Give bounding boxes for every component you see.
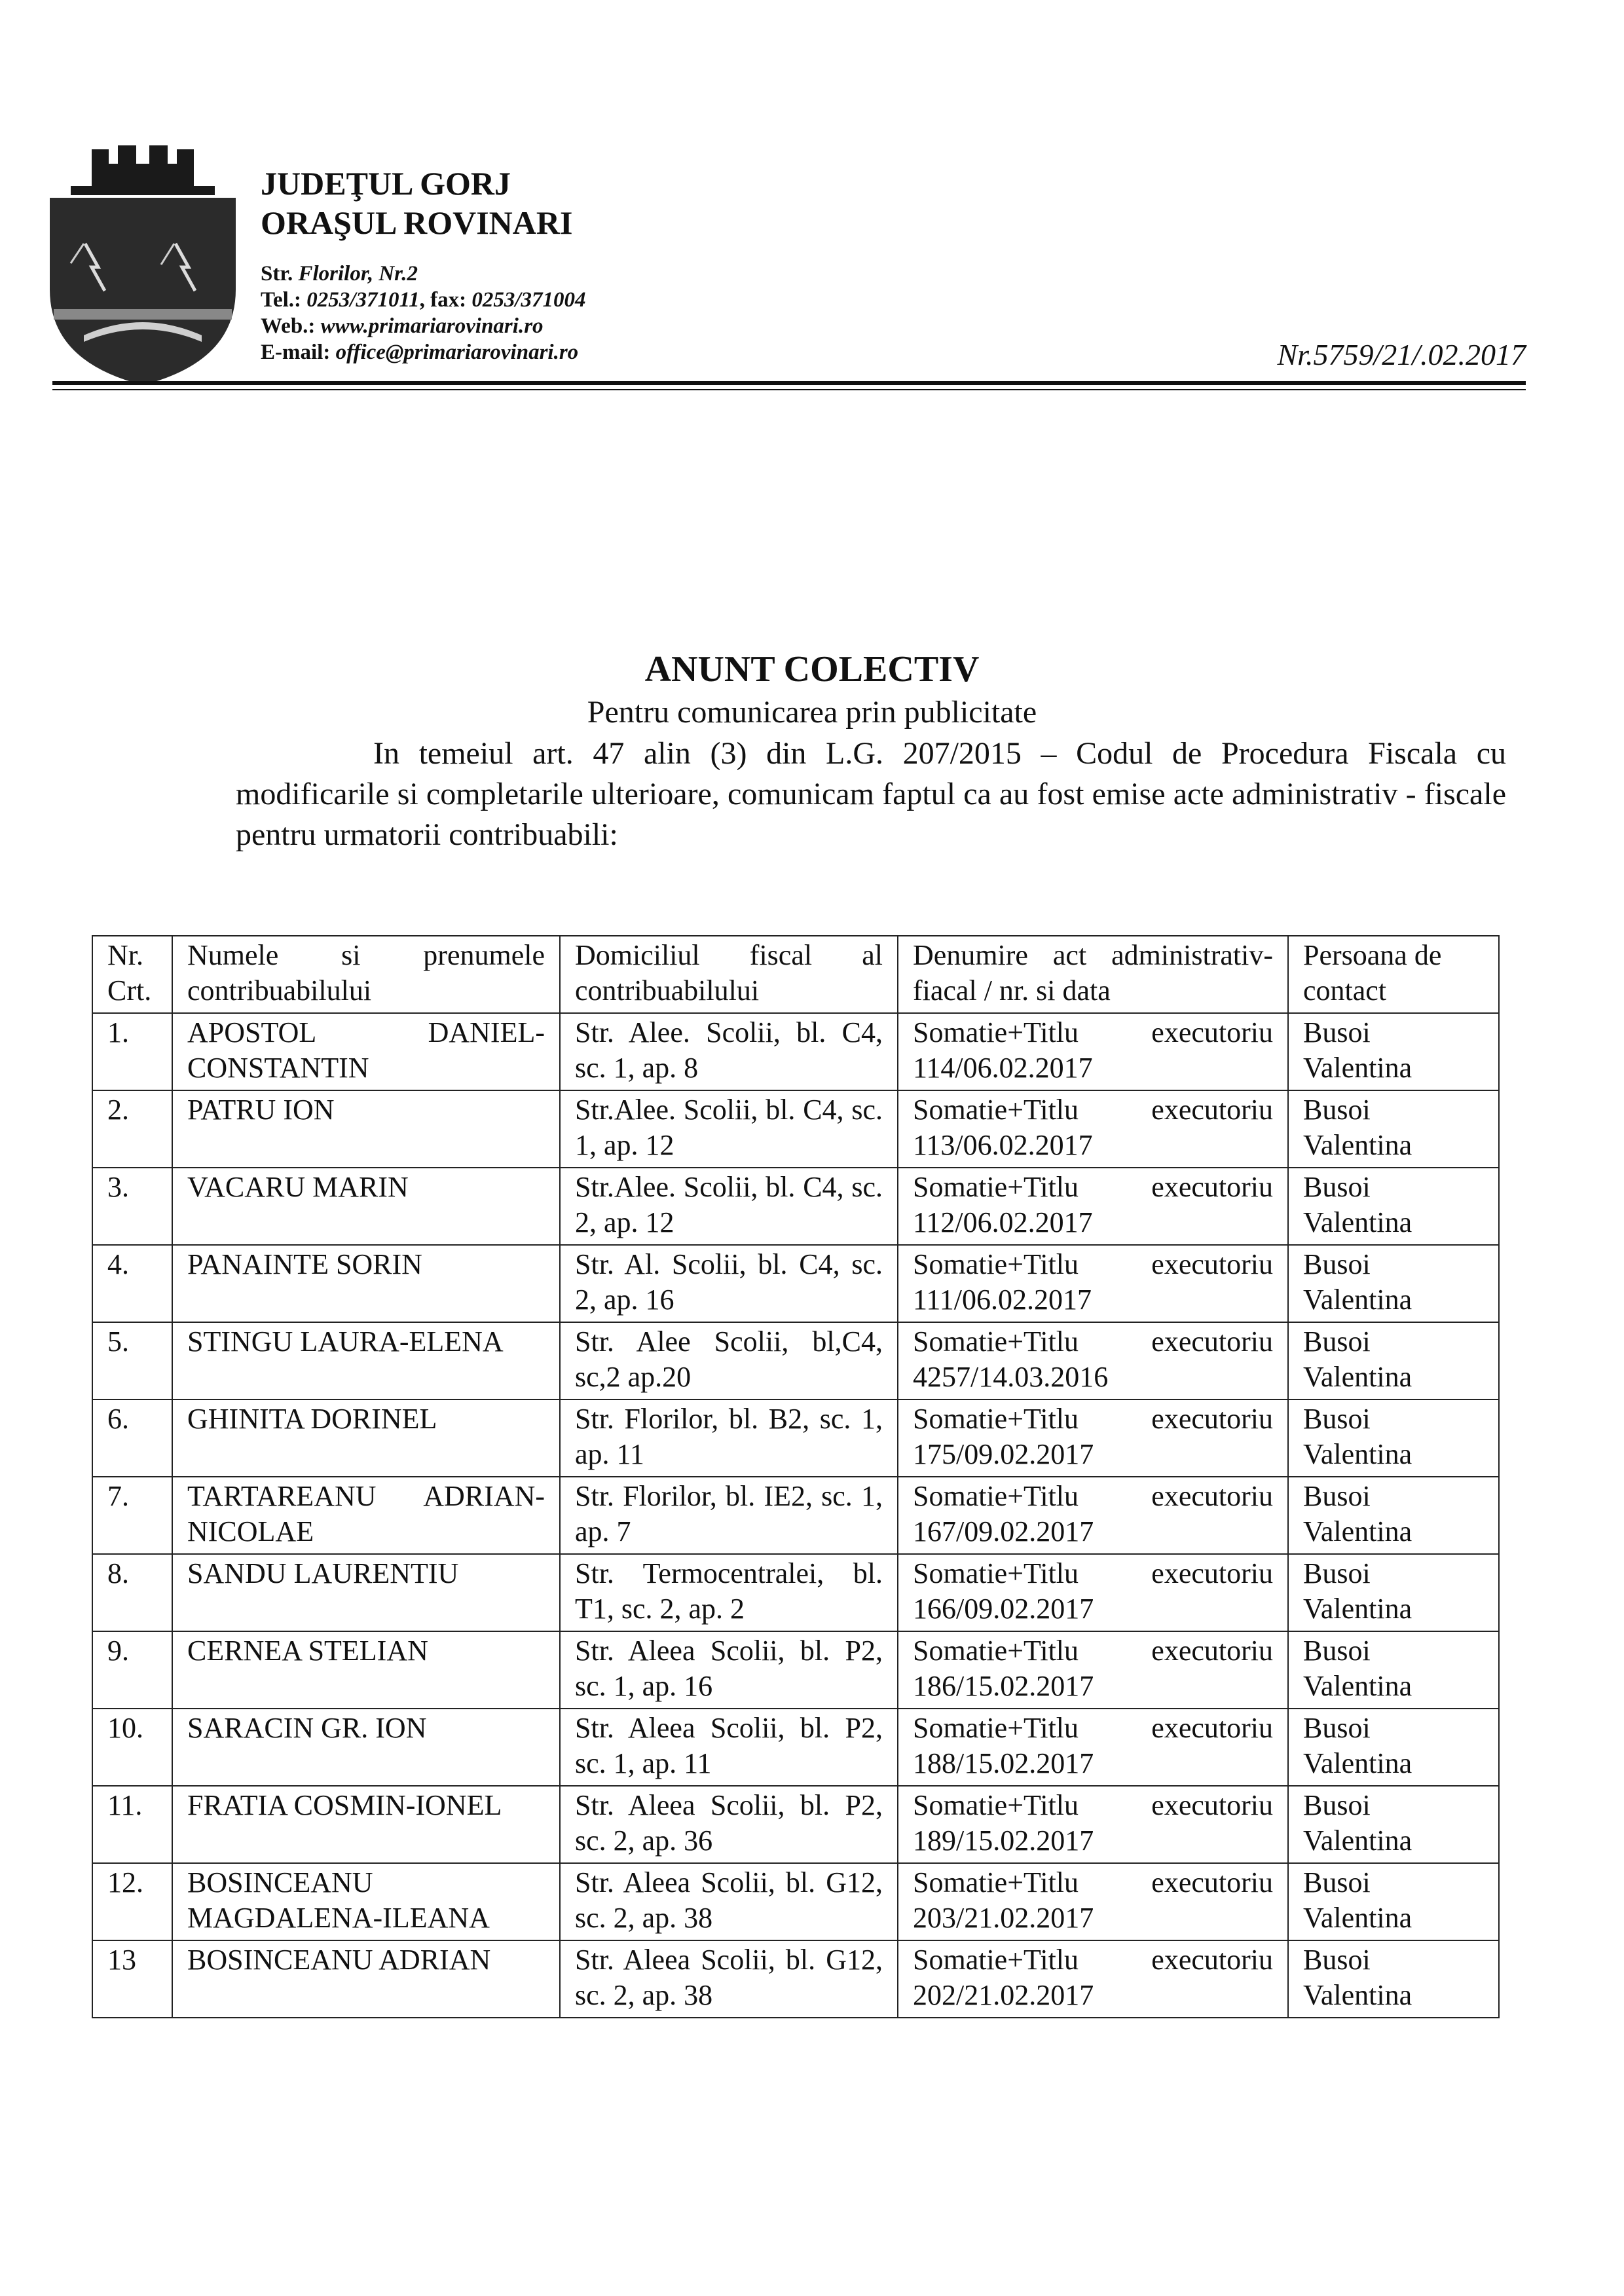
row-nr: 10. — [92, 1709, 172, 1786]
act-word: executoriu — [1151, 1094, 1273, 1126]
web-line — [261, 313, 586, 339]
act-type: Somatie+Titlu — [913, 1866, 1079, 1898]
table-row — [92, 1554, 1499, 1631]
row-address: Str. Florilor, bl. IE2, sc. 1, ap. 7 — [560, 1477, 898, 1554]
act-reference: 4257/14.03.2016 — [913, 1361, 1109, 1393]
tel-value: 0253/371011 — [306, 288, 420, 312]
act-word: executoriu — [1151, 1712, 1273, 1744]
row-address: Str. Termocentralei, bl. T1, sc. 2, ap. 2 — [560, 1554, 898, 1631]
row-act — [898, 1477, 1288, 1554]
act-type: Somatie+Titlu — [913, 1325, 1079, 1358]
act-reference: 111/06.02.2017 — [913, 1284, 1092, 1316]
row-name: VACARU MARIN — [172, 1168, 560, 1245]
row-act — [898, 1168, 1288, 1245]
letterhead — [261, 164, 586, 365]
row-contact: Busoi Valentina — [1288, 1940, 1499, 2018]
act-reference: 113/06.02.2017 — [913, 1129, 1093, 1161]
row-nr: 8. — [92, 1554, 172, 1631]
act-reference: 203/21.02.2017 — [913, 1902, 1094, 1934]
act-word: executoriu — [1151, 1557, 1273, 1589]
fax-label: fax: — [430, 288, 467, 312]
table-row — [92, 1168, 1499, 1245]
table-row — [92, 1786, 1499, 1863]
row-address: Str. Aleea Scolii, bl. P2, sc. 2, ap. 36 — [560, 1786, 898, 1863]
act-reference: 202/21.02.2017 — [913, 1979, 1094, 2011]
street-label: Str. — [261, 262, 293, 286]
row-act — [898, 1245, 1288, 1322]
header-act: Denumire act administrativ-fiacal / nr. si data — [898, 936, 1288, 1013]
announcement-title: ANUNT COLECTIV — [644, 649, 980, 690]
act-word: executoriu — [1151, 1016, 1273, 1048]
table-row — [92, 1245, 1499, 1322]
act-type: Somatie+Titlu — [913, 1712, 1079, 1744]
row-act — [898, 1709, 1288, 1786]
act-type: Somatie+Titlu — [913, 1789, 1079, 1821]
act-type: Somatie+Titlu — [913, 1557, 1079, 1589]
address-line — [261, 261, 586, 287]
row-address: Str. Aleea Scolii, bl. P2, sc. 1, ap. 16 — [560, 1631, 898, 1709]
row-name: BOSINCEANU MAGDALENA-ILEANA — [172, 1863, 560, 1940]
row-address: Str. Alee Scolii, bl,C4, sc,2 ap.20 — [560, 1322, 898, 1399]
table-header-row — [92, 936, 1499, 1013]
row-act — [898, 1013, 1288, 1090]
table-row — [92, 1863, 1499, 1940]
rovinari-coat-of-arms-icon — [45, 145, 241, 388]
act-reference: 167/09.02.2017 — [913, 1515, 1094, 1547]
row-nr: 13 — [92, 1940, 172, 2018]
row-name: PATRU ION — [172, 1090, 560, 1168]
header-divider-thin — [52, 389, 1526, 390]
row-address: Str. Alee. Scolii, bl. C4, sc. 1, ap. 8 — [560, 1013, 898, 1090]
act-word: executoriu — [1151, 1248, 1273, 1280]
email-link[interactable]: office@primariarovinari.ro — [335, 341, 579, 364]
row-contact: Busoi Valentina — [1288, 1322, 1499, 1399]
act-type: Somatie+Titlu — [913, 1480, 1079, 1512]
act-reference: 112/06.02.2017 — [913, 1206, 1093, 1238]
row-address: Str. Aleea Scolii, bl. P2, sc. 1, ap. 11 — [560, 1709, 898, 1786]
act-reference: 166/09.02.2017 — [913, 1593, 1094, 1625]
fax-value: 0253/371004 — [471, 288, 586, 312]
row-act — [898, 1786, 1288, 1863]
row-address: Str.Alee. Scolii, bl. C4, sc. 2, ap. 12 — [560, 1168, 898, 1245]
row-name: STINGU LAURA-ELENA — [172, 1322, 560, 1399]
email-line — [261, 339, 586, 365]
tel-label: Tel.: — [261, 288, 302, 312]
table-row — [92, 1940, 1499, 2018]
row-nr: 9. — [92, 1631, 172, 1709]
act-type: Somatie+Titlu — [913, 1094, 1079, 1126]
row-contact: Busoi Valentina — [1288, 1245, 1499, 1322]
table-row — [92, 1631, 1499, 1709]
row-contact: Busoi Valentina — [1288, 1709, 1499, 1786]
act-type: Somatie+Titlu — [913, 1944, 1079, 1976]
act-word: executoriu — [1151, 1480, 1273, 1512]
act-word: executoriu — [1151, 1403, 1273, 1435]
header-contact: Persoana de contact — [1288, 936, 1499, 1013]
header-name: Numele si prenumele contribuabilului — [172, 936, 560, 1013]
act-type: Somatie+Titlu — [913, 1016, 1079, 1048]
row-contact: Busoi Valentina — [1288, 1477, 1499, 1554]
row-act — [898, 1399, 1288, 1477]
row-act — [898, 1322, 1288, 1399]
table-row — [92, 1013, 1499, 1090]
row-act — [898, 1090, 1288, 1168]
act-reference: 186/15.02.2017 — [913, 1670, 1094, 1702]
act-reference: 175/09.02.2017 — [913, 1438, 1094, 1470]
row-name: SARACIN GR. ION — [172, 1709, 560, 1786]
row-name: SANDU LAURENTIU — [172, 1554, 560, 1631]
table-row — [92, 1709, 1499, 1786]
row-contact: Busoi Valentina — [1288, 1631, 1499, 1709]
phone-line: Tel.: 0253/371011, fax: 0253/371004 — [261, 288, 586, 312]
act-word: executoriu — [1151, 1866, 1273, 1898]
table-row — [92, 1477, 1499, 1554]
row-name: BOSINCEANU ADRIAN — [172, 1940, 560, 2018]
row-address: Str. Florilor, bl. B2, sc. 1, ap. 11 — [560, 1399, 898, 1477]
row-contact: Busoi Valentina — [1288, 1863, 1499, 1940]
web-link[interactable]: www.primariarovinari.ro — [320, 314, 544, 338]
row-act — [898, 1554, 1288, 1631]
row-name: PANAINTE SORIN — [172, 1245, 560, 1322]
contributors-table — [92, 935, 1500, 2018]
row-address: Str. Aleea Scolii, bl. G12, sc. 2, ap. 38 — [560, 1863, 898, 1940]
row-act — [898, 1940, 1288, 2018]
announcement-body: In temeiul art. 47 alin (3) din L.G. 207/2015 – Codul de Procedura Fiscala cu modificarile si completarile ulterioare, comunicam faptul ca au fost emise acte administrativ - fiscale pentru urmatorii contribuabili: — [236, 736, 1506, 852]
row-address: Str. Aleea Scolii, bl. G12, sc. 2, ap. 38 — [560, 1940, 898, 2018]
table-row — [92, 1090, 1499, 1168]
row-nr: 3. — [92, 1168, 172, 1245]
header-nr: Nr. Crt. — [92, 936, 172, 1013]
row-contact: Busoi Valentina — [1288, 1013, 1499, 1090]
table-row — [92, 1399, 1499, 1477]
web-label: Web.: — [261, 314, 316, 338]
row-name: FRATIA COSMIN-IONEL — [172, 1786, 560, 1863]
row-contact: Busoi Valentina — [1288, 1554, 1499, 1631]
row-nr: 1. — [92, 1013, 172, 1090]
act-word: executoriu — [1151, 1171, 1273, 1203]
row-contact: Busoi Valentina — [1288, 1786, 1499, 1863]
row-name: CERNEA STELIAN — [172, 1631, 560, 1709]
act-reference: 189/15.02.2017 — [913, 1824, 1094, 1857]
act-type: Somatie+Titlu — [913, 1171, 1079, 1203]
act-reference: 114/06.02.2017 — [913, 1052, 1093, 1084]
row-nr: 5. — [92, 1322, 172, 1399]
act-word: executoriu — [1151, 1325, 1273, 1358]
row-nr: 4. — [92, 1245, 172, 1322]
table-row — [92, 1322, 1499, 1399]
header-divider — [52, 381, 1526, 385]
row-address: Str.Alee. Scolii, bl. C4, sc. 1, ap. 12 — [560, 1090, 898, 1168]
act-type: Somatie+Titlu — [913, 1635, 1079, 1667]
row-nr: 6. — [92, 1399, 172, 1477]
row-address: Str. Al. Scolii, bl. C4, sc. 2, ap. 16 — [560, 1245, 898, 1322]
county-name: JUDEŢUL GORJ — [261, 165, 511, 202]
email-label: E-mail: — [261, 341, 331, 364]
town-name: ORAŞUL ROVINARI — [261, 204, 573, 241]
row-nr: 7. — [92, 1477, 172, 1554]
street-value: Florilor, Nr.2 — [298, 262, 418, 286]
row-contact: Busoi Valentina — [1288, 1399, 1499, 1477]
act-word: executoriu — [1151, 1789, 1273, 1821]
announcement-subtitle: Pentru comunicarea prin publicitate — [587, 695, 1037, 730]
row-name: TARTAREANU ADRIAN-NICOLAE — [172, 1477, 560, 1554]
row-name: GHINITA DORINEL — [172, 1399, 560, 1477]
row-nr: 2. — [92, 1090, 172, 1168]
header-address: Domiciliul fiscal al contribuabilului — [560, 936, 898, 1013]
row-act — [898, 1863, 1288, 1940]
document-number: Nr.5759/21/.02.2017 — [1277, 338, 1526, 371]
act-type: Somatie+Titlu — [913, 1403, 1079, 1435]
act-word: executoriu — [1151, 1635, 1273, 1667]
row-nr: 11. — [92, 1786, 172, 1863]
row-name: APOSTOL DANIEL-CONSTANTIN — [172, 1013, 560, 1090]
act-word: executoriu — [1151, 1944, 1273, 1976]
act-reference: 188/15.02.2017 — [913, 1747, 1094, 1779]
row-contact: Busoi Valentina — [1288, 1090, 1499, 1168]
row-contact: Busoi Valentina — [1288, 1168, 1499, 1245]
row-nr: 12. — [92, 1863, 172, 1940]
act-type: Somatie+Titlu — [913, 1248, 1079, 1280]
row-act — [898, 1631, 1288, 1709]
